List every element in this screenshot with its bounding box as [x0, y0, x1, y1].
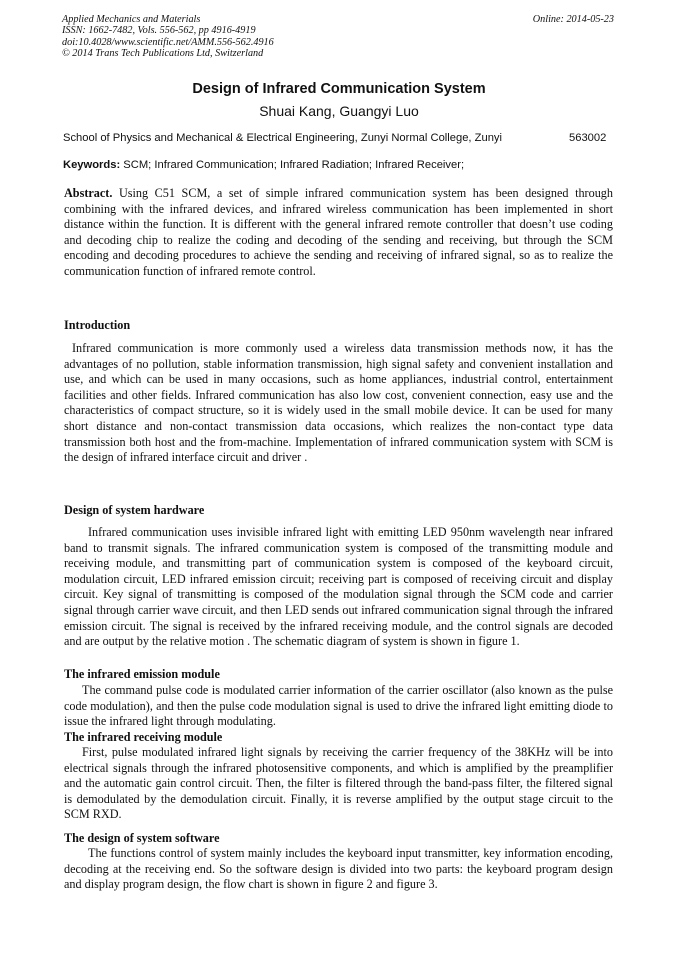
affiliation [63, 132, 623, 144]
heading-emission: The infrared emission module [64, 667, 220, 681]
paper-authors: Shuai Kang, Guangyi Luo [259, 103, 419, 119]
abstract [64, 186, 613, 280]
abstract-text: Using C51 SCM, a set of simple infrared communication system has been designed through combining with the infrared devices, and infrared wireless communication has been implemented in short distance within the function. It is different with the general infrared remote controller that doesn’t use coding and decoding chip to realize the coding and decoding of the sending and receiving, but through the SCM encoding and decoding procedures to achieve the sending and receiving of infrared signal, so as to realize the communication function of infrared remote control. [64, 186, 613, 278]
paper-title: Design of Infrared Communication System [192, 81, 486, 97]
keywords-text: SCM; Infrared Communication; Infrared Radiation; Infrared Receiver; [120, 159, 465, 171]
postal-code: 563002 [569, 132, 607, 144]
issn-line: ISSN: 1662-7482, Vols. 556-562, pp 4916-4919 [62, 25, 256, 37]
keywords [63, 159, 615, 171]
online-date: Online: 2014-05-23 [532, 14, 614, 25]
paragraph-introduction: Infrared communication is more commonly used a wireless data transmission methods now, it has the advantages of no pollution, stable information transmission, high signal safety and convenient installation and use, and which can be used in many occasions, such as home appliances, industrial control, entertainment facilities and other fields. Infrared communication has also low cost, convenient connection, easy use and the characteristics of compact structure, so it is widely used in the small mobile device. It can be used for many short distance and non-contact transmission data occasions, which realizes the non-contact type data transmission both host and the from-machine. Implementation of infrared communication system with SCM is the design of infrared interface circuit and driver . [64, 341, 613, 465]
doi-line: doi:10.4028/www.scientific.net/AMM.556-562.4916 [62, 36, 274, 48]
journal-header [62, 14, 274, 60]
journal-name: Applied Mechanics and Materials [62, 14, 201, 25]
abstract-label: Abstract. [64, 186, 113, 200]
paragraph-receiving: First, pulse modulated infrared light signals by receiving the carrier frequency of the 38KHz will be into electrical signals through the infrared photosensitive components, and which is amplified by the preamplifier and the automatic gain control circuit. Then, the filter is filtered through the band-pass filter, the filtered signal is demodulated by the demodulation circuit. Finally, it is reverse amplified by the output stage circuit to the SCM RXD. [64, 745, 613, 822]
keywords-label: Keywords: [63, 159, 121, 171]
heading-introduction: Introduction [64, 318, 131, 332]
heading-receiving: The infrared receiving module [64, 730, 223, 744]
heading-software: The design of system software [64, 831, 220, 845]
copyright-line: © 2014 Trans Tech Publications Ltd, Switzerland [62, 48, 264, 60]
affiliation-text: School of Physics and Mechanical & Electrical Engineering, Zunyi Normal College, Zunyi [63, 132, 503, 144]
paragraph-hardware: Infrared communication uses invisible infrared light with emitting LED 950nm wavelength near infrared band to transmit signals. The infrared communication system is composed of the transmitting module and receiving module, and transmitting part of communication system is composed of the keyboard circuit, modulation circuit, LED infrared emission circuit; receiving part is composed of receiving circuit and display circuit. Key signal of transmitting is composed of the modulation signal through the SCM code and carrier signal through carrier wave circuit, and then LED sends out infrared communication signal through the infrared emission circuit. The signal is received by the infrared receiving module, and the control signals are decoded and are output by the relative motion . The schematic diagram of system is shown in figure 1. [64, 525, 613, 649]
paragraph-emission: The command pulse code is modulated carrier information of the carrier oscillator (also known as the pulse code modulation), and then the pulse code modulation signal is used to drive the infrared light emitting diode to issue the infrared light through modulating. [64, 683, 613, 729]
paragraph-software: The functions control of system mainly includes the keyboard input transmitter, key information encoding, decoding at the receiving end. So the software design is divided into two parts: the keyboard program design and display program design, the flow chart is shown in figure 2 and figure 3. [64, 846, 613, 892]
heading-hardware: Design of system hardware [64, 503, 205, 517]
